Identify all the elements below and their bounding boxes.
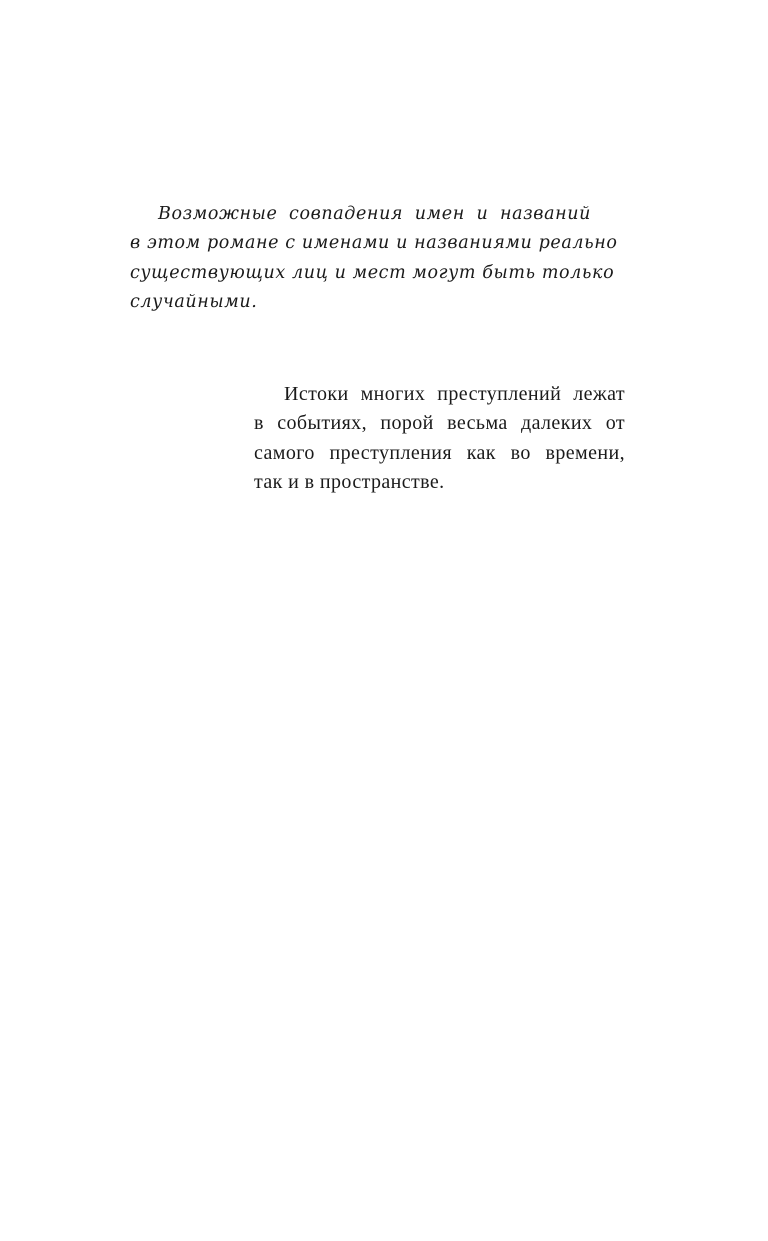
- epigraph-line: Истоки многих преступлений лежат: [284, 383, 625, 405]
- disclaimer-line: случайными.: [130, 291, 258, 312]
- epigraph-line: в событиях, порой весьма далеких от: [254, 412, 625, 435]
- disclaimer-line: в этом романе с именами и названиями реально: [130, 233, 618, 254]
- disclaimer-line: существующих лиц и мест могут быть только: [130, 262, 615, 283]
- epigraph-line: самого преступления как во времени,: [254, 441, 625, 464]
- epigraph-paragraph: [254, 380, 625, 497]
- epigraph-line: так и в пространстве.: [254, 470, 445, 493]
- disclaimer-paragraph: [130, 200, 618, 317]
- disclaimer-line: Возможные совпадения имен и названий: [158, 204, 591, 224]
